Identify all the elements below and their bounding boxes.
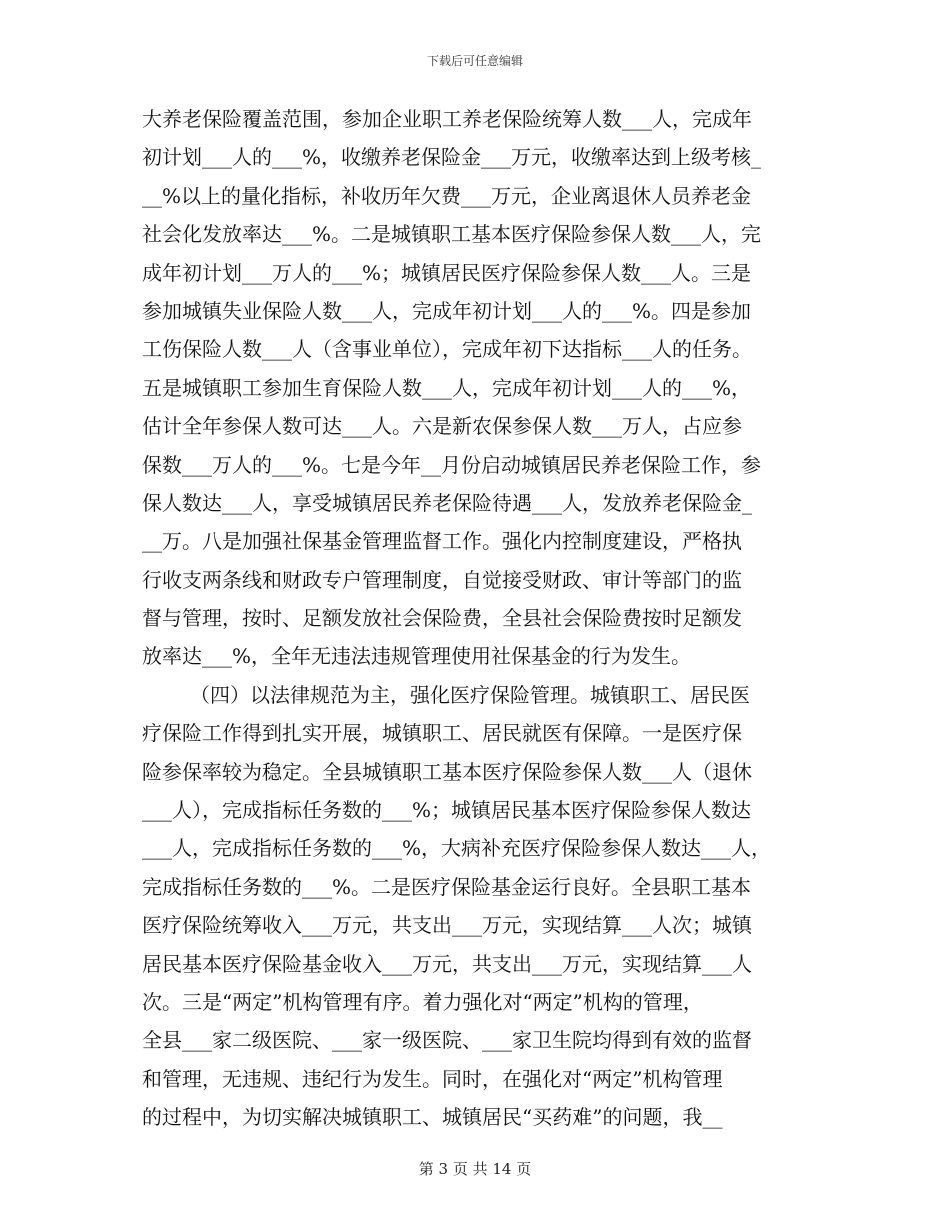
text-line: 估计全年参保人数可达___人。六是新农保参保人数___万人，占应参	[142, 414, 742, 439]
text-line: 行收支两条线和财政专户管理制度，自觉接受财政、审计等部门的监	[142, 567, 742, 592]
text-line: 社会化发放率达___%。二是城镇职工基本医疗保险参保人数___人，完	[142, 222, 762, 247]
text-line: 医疗保险统筹收入___万元，共支出___万元，实现结算___人次；城镇	[142, 913, 752, 938]
text-line: 五是城镇职工参加生育保险人数___人，完成年初计划___人的___%，	[142, 375, 752, 400]
text-line: ___人，完成指标任务数的___%，大病补充医疗保险参保人数达___人，	[142, 836, 772, 861]
text-line: 居民基本医疗保险基金收入___万元，共支出___万元，实现结算___人	[142, 951, 752, 976]
text-line: 次。三是“两定”机构管理有序。着力强化对“两定”机构的管理，	[142, 989, 703, 1014]
text-line: 和管理，无违规、违纪行为发生。同时，在强化对“两定”机构管理	[142, 1066, 723, 1091]
text-line: 大养老保险覆盖范围，参加企业职工养老保险统筹人数___人，完成年	[142, 107, 752, 131]
text-line: 全县___家二级医院、___家一级医院、___家卫生院均得到有效的监督	[142, 1028, 752, 1053]
text-line: __万。八是加强社保基金管理监督工作。强化内控制度建设，严格执	[142, 529, 742, 554]
text-line: 的过程中，为切实解决城镇职工、城镇居民“买药难”的问题，我__	[142, 1105, 723, 1130]
text-line: 疗保险工作得到扎实开展，城镇职工、居民就医有保障。一是医疗保	[142, 721, 742, 746]
text-line: 初计划___人的___%，收缴养老保险金___万元，收缴率达到上级考核_	[142, 145, 762, 170]
page-header: 下载后可任意编辑	[426, 54, 523, 68]
text-line: 参加城镇失业保险人数___人，完成年初计划___人的___%。四是参加	[142, 298, 752, 323]
text-line: 保数___万人的___%。七是今年__月份启动城镇居民养老保险工作，参	[142, 452, 762, 477]
text-line: 工伤保险人数___人（含事业单位），完成年初下达指标___人的任务。	[142, 337, 752, 362]
text-line: 险参保率较为稳定。全县城镇职工基本医疗保险参保人数___人（退休	[142, 759, 752, 784]
text-line: 督与管理，按时、足额发放社会保险费，全县社会保险费按时足额发	[142, 606, 742, 631]
text-line: 完成指标任务数的___%。二是医疗保险基金运行良好。全县职工基本	[142, 874, 752, 899]
text-line: 放率达___%，全年无违法违规管理使用社保基金的行为发生。	[142, 644, 692, 669]
document-body	[142, 100, 802, 1137]
page-number-footer: 第 3 页 共 14 页	[418, 1160, 532, 1178]
paragraph-start-line: （四）以法律规范为主，强化医疗保险管理。城镇职工、居民医	[190, 682, 750, 707]
text-line: __%以上的量化指标，补收历年欠费___万元，企业离退休人员养老金	[142, 183, 752, 208]
text-line: 保人数达___人，享受城镇居民养老保险待遇___人，发放养老保险金_	[142, 490, 752, 515]
text-line: 成年初计划___万人的___%；城镇居民医疗保险参保人数___人。三是	[142, 260, 752, 285]
text-line: ___人），完成指标任务数的___%；城镇居民基本医疗保险参保人数达	[142, 798, 752, 823]
